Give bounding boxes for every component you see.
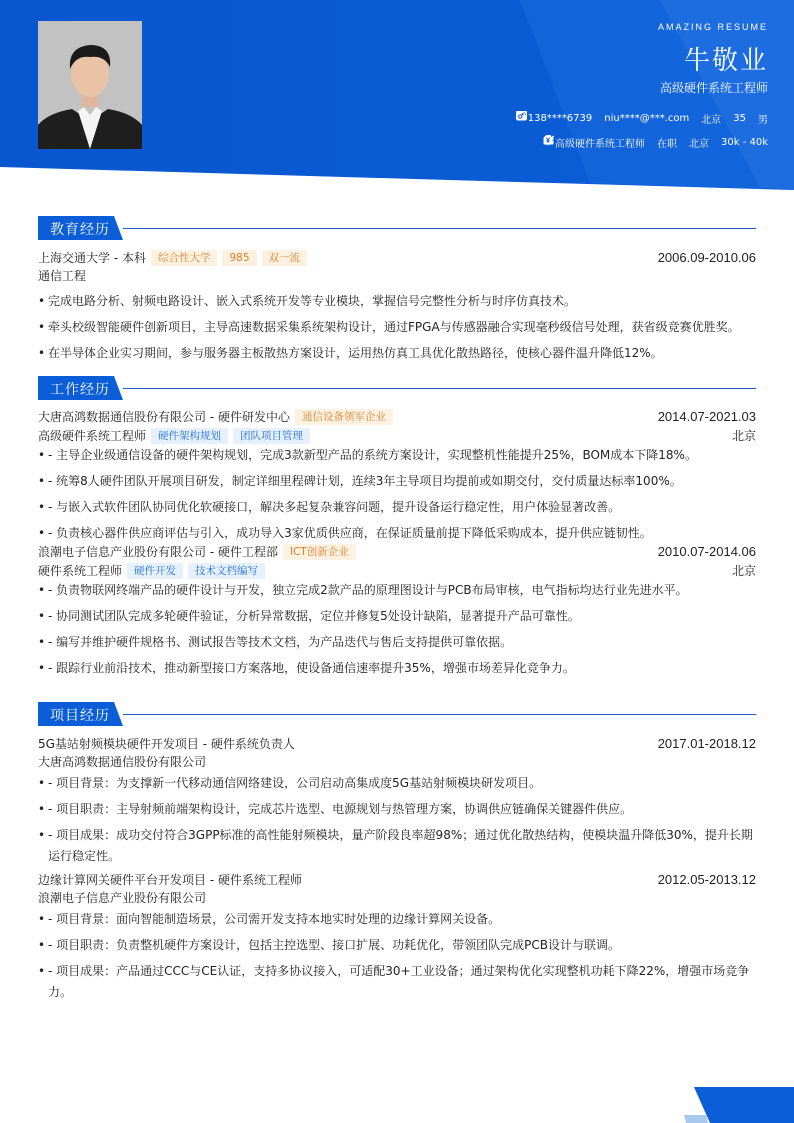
education-section — [38, 216, 756, 369]
intent-salary — [721, 137, 768, 148]
projects-section — [38, 702, 756, 1008]
list-item: • 在半导体企业实习期间，参与服务器主板散热方案设计，运用热仿真工具优化散热路径，使核心器件温升降低12%。 — [38, 343, 756, 364]
role-tag: 团队项目管理 — [233, 428, 310, 444]
job-intent-row — [543, 135, 768, 150]
contact-email[interactable] — [604, 113, 689, 124]
list-item: • - 项目成果：产品通过CCC与CE认证，支持多协议接入，可适配30+工业设备；通过架构优化实现整机功耗下降22%，增强市场竞争力。 — [38, 961, 756, 1003]
gender-icon — [516, 111, 526, 121]
section-heading — [38, 702, 756, 726]
job-date: 2014.07-2021.03 — [657, 409, 756, 424]
job-city: 北京 — [731, 564, 756, 578]
job-entry — [38, 407, 756, 544]
school-name: 上海交通大学 - 本科 — [38, 251, 146, 265]
list-item: • - 协同测试团队完成多轮硬件验证，分析异常数据，定位并修复5处设计缺陷，显著提升产品可靠性。 — [38, 606, 756, 627]
intent-city — [689, 135, 709, 150]
company-name: 大唐高鸿数据通信股份有限公司 - 硬件研发中心 — [38, 410, 290, 424]
list-item: • 完成电路分析、射频电路设计、嵌入式系统开发等专业模块，掌握信号完整性分析与时序仿真技术。 — [38, 291, 756, 312]
list-item: • - 负责物联网终端产品的硬件设计与开发，独立完成2款产品的原理图设计与PCB布局审核，电气指标均达行业先进水平。 — [38, 580, 756, 601]
list-item: • - 主导企业级通信设备的硬件架构规划，完成3款新型产品的系统方案设计，实现整机性能提升25%，BOM成本下降18%。 — [38, 445, 756, 466]
school-tag: 双一流 — [262, 250, 308, 266]
list-item: • - 与嵌入式软件团队协同优化软硬接口，解决多起复杂兼容问题，提升设备运行稳定性，用户体验显著改善。 — [38, 497, 756, 518]
intent-city-text: 北京 — [689, 139, 709, 150]
contact-phone-text: 138****6739 — [527, 113, 593, 124]
project-name: 5G基站射频模块硬件开发项目 - 硬件系统负责人 — [38, 737, 295, 751]
list-item: • - 项目背景：为支撑新一代移动通信网络建设，公司启动高集成度5G基站射频模块研发项目。 — [38, 773, 756, 794]
section-divider — [123, 714, 756, 715]
education-bullets — [38, 291, 756, 364]
project-company: 浪潮电子信息产业股份有限公司 — [38, 891, 207, 905]
job-role-row — [38, 426, 756, 445]
education-entry-header — [38, 248, 756, 267]
contact-age-text: 35 — [733, 113, 746, 124]
contact-gender — [758, 111, 768, 126]
list-item: • - 编写并维护硬件规格书、测试报告等技术文档，为产品迭代与售后支持提供可靠依据。 — [38, 632, 756, 653]
intent-position — [555, 135, 645, 150]
footer-decoration — [684, 1087, 794, 1123]
education-date: 2006.09-2010.06 — [657, 250, 756, 265]
list-item: • - 跟踪行业前沿技术，推动新型接口方案落地，使设备通信速率提升35%，增强市场差异化竞争力。 — [38, 658, 756, 679]
salary-icon — [543, 135, 553, 145]
candidate-title: 高级硬件系统工程师 — [659, 81, 768, 95]
contact-home-text: 北京 — [701, 115, 722, 126]
major: 通信工程 — [38, 269, 87, 283]
project-name: 边缘计算网关硬件平台开发项目 - 硬件系统工程师 — [38, 873, 302, 887]
project-company: 大唐高鸿数据通信股份有限公司 — [38, 755, 207, 769]
list-item: • - 项目职责：主导射频前端架构设计，完成芯片选型、电源规划与热管理方案，协调供应链确保关键器件供应。 — [38, 799, 756, 820]
school-tag: 985 — [222, 250, 256, 266]
section-divider — [123, 228, 756, 229]
job-bullets — [38, 580, 756, 679]
role-tag: 硬件架构规划 — [151, 428, 228, 444]
project-entry — [38, 870, 756, 1003]
work-section — [38, 376, 756, 684]
company-tag: 通信设备领军企业 — [295, 409, 393, 425]
contact-age — [733, 113, 746, 124]
intent-position-text: 高级硬件系统工程师 — [555, 139, 645, 150]
intent-status-text: 在职 — [657, 139, 677, 150]
list-item: • - 项目背景：面向智能制造场景，公司需开发支持本地实时处理的边缘计算网关设备。 — [38, 909, 756, 930]
intent-salary-text: 30k - 40k — [721, 137, 768, 148]
header-tagline: AMAZING RESUME — [657, 22, 768, 32]
list-item: • - 项目职责：负责整机硬件方案设计，包括主控选型、接口扩展、功耗优化，带领团队完成PCB设计与联调。 — [38, 935, 756, 956]
resume-header — [0, 0, 794, 200]
list-item: • - 项目成果：成功交付符合3GPP标准的高性能射频模块，量产阶段良率超98%；通过优化散热结构，使模块温升降低30%，提升长期运行稳定性。 — [38, 825, 756, 867]
project-bullets — [38, 909, 756, 1003]
contact-row — [516, 111, 768, 126]
job-header — [38, 542, 756, 561]
job-date: 2010.07-2014.06 — [657, 544, 756, 559]
job-role-row — [38, 561, 756, 580]
project-header — [38, 870, 756, 889]
job-bullets — [38, 445, 756, 544]
candidate-name: 牛敬业 — [683, 46, 768, 76]
job-role: 硬件系统工程师 — [38, 564, 123, 578]
project-header — [38, 734, 756, 753]
job-city: 北京 — [731, 429, 756, 443]
project-date: 2012.05-2013.12 — [657, 872, 756, 887]
project-bullets — [38, 773, 756, 867]
project-entry — [38, 734, 756, 867]
company-tag: ICT创新企业 — [283, 544, 356, 560]
project-date: 2017.01-2018.12 — [657, 736, 756, 751]
contact-phone[interactable] — [528, 113, 593, 124]
section-heading — [38, 216, 756, 240]
role-tag: 硬件开发 — [127, 563, 183, 579]
section-heading — [38, 376, 756, 400]
section-divider — [123, 388, 756, 389]
job-entry — [38, 542, 756, 679]
section-title: 工作经历 — [50, 382, 110, 398]
list-item: • 牵头校级智能硬件创新项目，主导高速数据采集系统架构设计，通过FPGA与传感器融合实现毫秒级信号处理，获省级竞赛优胜奖。 — [38, 317, 756, 338]
intent-status — [657, 135, 677, 150]
list-item: • - 负责核心器件供应商评估与引入，成功导入3家优质供应商，在保证质量前提下降低采购成本，提升供应链韧性。 — [38, 523, 756, 544]
contact-gender-text: 男 — [758, 115, 768, 126]
job-header — [38, 407, 756, 426]
contact-email-text: niu****@***.com — [604, 113, 690, 124]
contact-home — [701, 111, 721, 126]
section-title: 教育经历 — [50, 222, 110, 238]
list-item: • - 统筹8人硬件团队开展项目研发，制定详细里程碑计划，连续3年主导项目均提前或如期交付，交付质量达标率100%。 — [38, 471, 756, 492]
job-role: 高级硬件系统工程师 — [38, 429, 147, 443]
school-tag: 综合性大学 — [151, 250, 218, 266]
role-tag: 技术文档编写 — [188, 563, 265, 579]
profile-photo — [38, 21, 142, 149]
company-name: 浪潮电子信息产业股份有限公司 - 硬件工程部 — [38, 545, 278, 559]
section-title: 项目经历 — [50, 708, 110, 724]
